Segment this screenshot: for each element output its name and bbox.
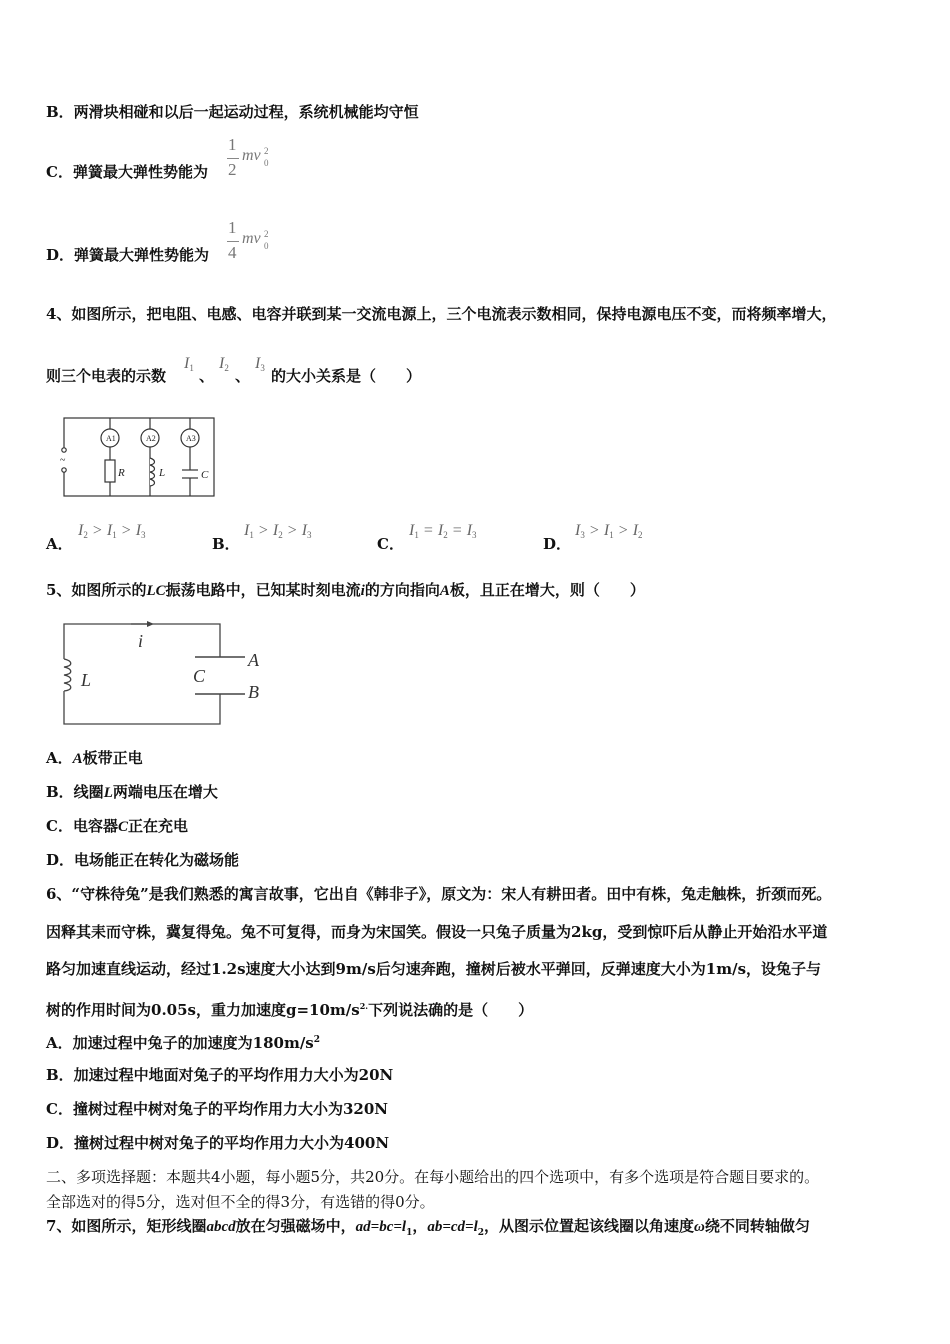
q4-symbol-i3: $I_3$ <box>255 355 265 373</box>
q6-option-a: A．加速过程中兔子的加速度为$180m/s^2$ <box>46 1034 321 1052</box>
mv-expression: mv <box>242 147 261 164</box>
fraction-bar <box>227 158 239 159</box>
q6-option-c: C．撞树过程中树对兔子的平均作用力大小为320N <box>46 1100 388 1118</box>
q4-option-expression: $I_1 > I_2 > I_3$ <box>244 522 312 540</box>
subscript-0: 0 <box>264 241 269 251</box>
q5-lc-circuit-diagram <box>55 614 275 734</box>
q4-circuit-diagram <box>55 412 225 502</box>
q6-stem-line1: 6、“守株待兔”是我们熟悉的寓言故事，它出自《韩非子》，原文为：宋人有耕田者。田中有株，兔走触株，折颈而死。 <box>46 885 832 903</box>
q4-separator: 、 <box>199 367 215 385</box>
q5-option-a: A．A板带正电 <box>46 749 143 767</box>
resistor-r <box>105 460 115 482</box>
q4-symbol-i2: $I_2$ <box>219 355 229 373</box>
capacitor-label: C <box>193 666 206 686</box>
q6-stem-line2: 因释其耒而守株，冀复得兔。兔不可复得，而身为宋国笑。假设一只兔子质量为2kg，受到惊吓后从静止开始沿水平道 <box>46 923 828 941</box>
q6-stem-line3: 路匀加速直线运动，经过1.2s速度大小达到9m/s后匀速奔跑，撞树后被水平弹回，反弹速度大小为1m/s，设兔子与 <box>46 960 822 978</box>
superscript-2: 2 <box>264 146 269 156</box>
q4-stem-line2-a: 则三个电表的示数 <box>46 367 167 385</box>
q4-stem-line2-b: 的大小关系是（ ） <box>271 367 422 385</box>
q4-option-label: B． <box>212 535 240 553</box>
q5-option-d: D．电场能正在转化为磁场能 <box>46 851 240 869</box>
q5-option-c: C．电容器C正在充电 <box>46 817 188 835</box>
q6-option-d: D．撞树过程中树对兔子的平均作用力大小为400N <box>46 1134 390 1152</box>
q4-option-expression: $I_1 = I_2 = I_3$ <box>409 522 477 540</box>
q3-option-d: D．弹簧最大弹性势能为 <box>46 246 210 264</box>
plate-b-label: B <box>248 682 259 702</box>
mv-expression: mv <box>242 230 261 247</box>
q5-stem: 5、如图所示的LC振荡电路中，已知某时刻电流i的方向指向A板，且正在增大，则（ ） <box>46 581 645 599</box>
q4-option-label: C． <box>377 535 404 553</box>
q4-option-label: D． <box>543 535 572 553</box>
inductor-l <box>150 458 155 486</box>
q4-stem-line1: 4、如图所示，把电阻、电感、电容并联到某一交流电源上，三个电流表示数相同，保持电源电压不变，而将频率增大， <box>46 305 837 323</box>
section2-heading-line1: 二、多项选择题：本题共4小题，每小题5分，共20分。在每小题给出的四个选项中，有多个选项是符合题目要求的。 <box>46 1168 820 1186</box>
meter-label: A2 <box>146 434 156 443</box>
component-label: L <box>159 467 166 479</box>
current-arrow-icon <box>147 621 154 627</box>
meter-label: A3 <box>186 434 196 443</box>
ac-source-symbol: ~ <box>60 455 66 466</box>
q4-option-expression: $I_2 > I_1 > I_3$ <box>78 522 146 540</box>
superscript-2: 2 <box>264 229 269 239</box>
section2-heading-line2: 全部选对的得5分，选对但不全的得3分，有选错的得0分。 <box>46 1193 435 1211</box>
fraction-bar <box>227 241 239 242</box>
fraction-numerator: 1 <box>228 218 237 237</box>
q4-option-expression: $I_3 > I_1 > I_2$ <box>575 522 643 540</box>
meter-label: A1 <box>106 434 116 443</box>
q6-stem-line4: 树的作用时间为0.05s，重力加速度$g=10m/s^{2.}$下列说法确的是（ ） <box>46 1001 534 1019</box>
component-label: R <box>118 467 125 479</box>
q3-option-c: C．弹簧最大弹性势能为 <box>46 163 208 181</box>
q4-separator: 、 <box>235 367 251 385</box>
q3-option-b: B．两滑块相碰和以后一起运动过程，系统机械能均守恒 <box>46 103 419 121</box>
fraction-denominator: 4 <box>228 243 237 262</box>
plate-a-label: A <box>248 650 259 670</box>
q4-option-label: A． <box>46 535 73 553</box>
inductor-coil <box>64 659 71 694</box>
subscript-0: 0 <box>264 158 269 168</box>
current-label: i <box>138 631 144 651</box>
component-label: C <box>201 469 209 481</box>
fraction-denominator: 2 <box>228 160 237 179</box>
q7-stem: 7、如图所示，矩形线圈abcd放在匀强磁场中，$ad=bc=l_1$，$ab=cd=l_2$，从图示位置起该线圈以角速度ω绕不同转轴做匀 <box>46 1217 810 1238</box>
fraction-numerator: 1 <box>228 135 237 154</box>
q5-option-b: B．线圈L两端电压在增大 <box>46 783 218 801</box>
inductor-label: L <box>81 670 92 690</box>
q4-symbol-i1: $I_1$ <box>184 355 194 373</box>
q6-option-b: B．加速过程中地面对兔子的平均作用力大小为20N <box>46 1066 394 1084</box>
